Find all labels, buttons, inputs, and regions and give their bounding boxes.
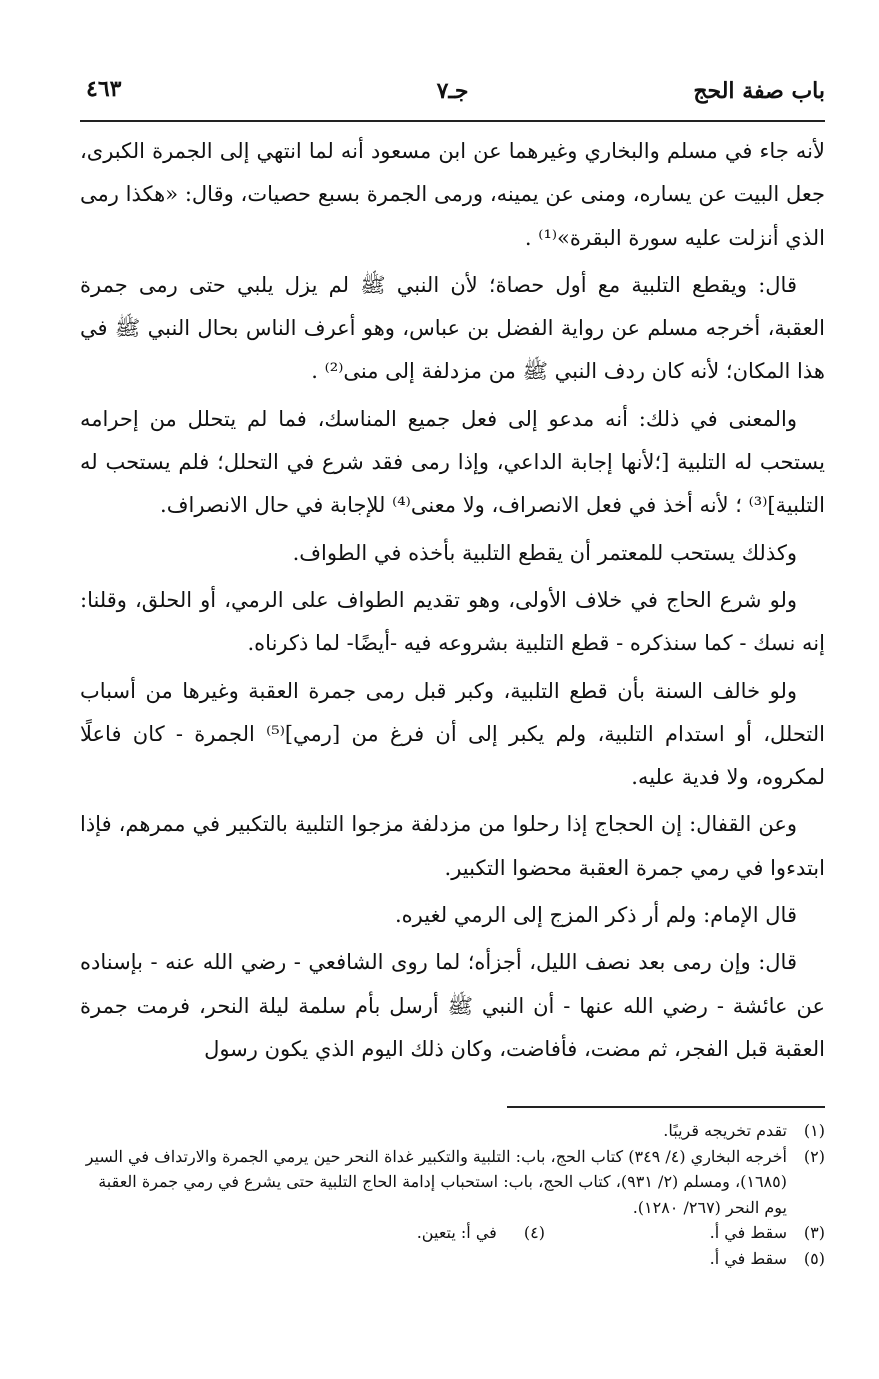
- footnote: [417, 1220, 545, 1246]
- footnote-number: (١): [803, 1121, 825, 1140]
- footnote-text: في أ: يتعين.: [416, 1223, 497, 1242]
- main-text: [80, 130, 825, 1071]
- footnote: [80, 1144, 825, 1221]
- paragraph: قال: وإن رمى بعد نصف الليل، أجزأه؛ لما روى الشافعي - رضي الله عنه - بإسناده عن عائشة - رضي الله عنها - أن النبي ﷺ أرسل بأم سلمة ليلة النحر، فرمت جمرة العقبة قبل الفجر، ثم مضت، فأفاضت، وكان ذلك اليوم الذي يكون رسول: [80, 950, 825, 1061]
- footnote-number: (٥): [803, 1248, 825, 1268]
- running-header: [80, 72, 825, 112]
- chapter-title: باب صفة الحج: [693, 78, 825, 104]
- page-number: ٤٦٣: [86, 76, 122, 102]
- paragraph: ولو شرع الحاج في خلاف الأولى، وهو تقديم الطواف على الرمي، أو الحلق، وقلنا: إنه نسك - كما سنذكره - قطع التلبية بشروعه فيه -أيضًا- لما ذكرناه.: [80, 587, 825, 656]
- paragraph: قال الإمام: ولم أر ذكر المزج إلى الرمي لغيره.: [394, 903, 797, 928]
- footnote-number: (٤): [523, 1223, 545, 1242]
- footnote-divider: [507, 1106, 825, 1108]
- paragraph: وكذلك يستحب للمعتمر أن يقطع التلبية بأخذه في الطواف.: [292, 540, 797, 565]
- paragraph: وعن القفال: إن الحجاج إذا رحلوا من مزدلفة مزجوا التلبية بالتكبير في ممرهم، فإذا ابتدءوا في رمي جمرة العقبة محضوا التكبير.: [80, 812, 825, 880]
- footnote-text: تقدم تخريجه قريبًا.: [663, 1121, 787, 1140]
- footnote-text: أخرجه البخاري (٤/ ٣٤٩) كتاب الحج، باب: التلبية والتكبير غداة النحر حين يرمي الجمرة والارتداف في السير (١٦٨٥)، ومسلم (٢/ ٩٣١)، كتاب الحج، باب: استحباب إدامة الحاج التلبية حتى يشرع في رمي جمرة العقبة يوم النحر (٢٦٧/ ١٢٨٠).: [85, 1146, 787, 1217]
- footnote-text: سقط في أ.: [709, 1223, 787, 1242]
- paragraph: لأنه جاء في مسلم والبخاري وغيرهما عن ابن مسعود أنه لما انتهي إلى الجمرة الكبرى، جعل البيت عن يساره، ومنى عن يمينه، ورمى الجمرة بسبع حصيات، وقال: «هكذا رمى الذي أنزلت عليه سورة البقرة»⁽¹⁾ .: [80, 139, 826, 250]
- paragraph: ولو خالف السنة بأن قطع التلبية، وكبر قبل رمى جمرة العقبة وغيرها من أسباب التحلل، أو استدام التلبية، ولم يكبر إلى أن فرغ من [رمي]⁽⁵⁾ الجمرة - كان فاعلًا لمكروه، ولا فدية عليه.: [80, 678, 825, 790]
- paragraph: قال: ويقطع التلبية مع أول حصاة؛ لأن النبي ﷺ لم يزل يلبي حتى رمى جمرة العقبة، أخرجه مسلم عن رواية الفضل بن عباس، وهو أعرف الناس بحال النبي ﷺ في هذا المكان؛ لأنه كان ردف النبي ﷺ من مزدلفة إلى منى⁽²⁾ .: [80, 272, 825, 384]
- footnote: [80, 1246, 825, 1272]
- volume-label: جـ٧: [436, 78, 469, 104]
- footnote-row: [80, 1220, 825, 1246]
- header-divider: [80, 120, 825, 122]
- footnote-text: سقط في أ.: [709, 1248, 787, 1268]
- footnote-number: (٢): [803, 1146, 825, 1166]
- footnote: [80, 1118, 825, 1144]
- paragraph: والمعنى في ذلك: أنه مدعو إلى فعل جميع المناسك، فما لم يتحلل من إحرامه يستحب له التلبية [؛لأنها إجابة الداعي، وإذا رمى فقد شرع في التحلل؛ فلم يستحب له التلبية]⁽³⁾ ؛ لأنه أخذ في فعل الانصراف، ولا معنى⁽⁴⁾ للإجابة في حال الانصراف.: [80, 406, 825, 518]
- footnote-number: (٣): [803, 1223, 825, 1242]
- footnotes: [80, 1118, 825, 1271]
